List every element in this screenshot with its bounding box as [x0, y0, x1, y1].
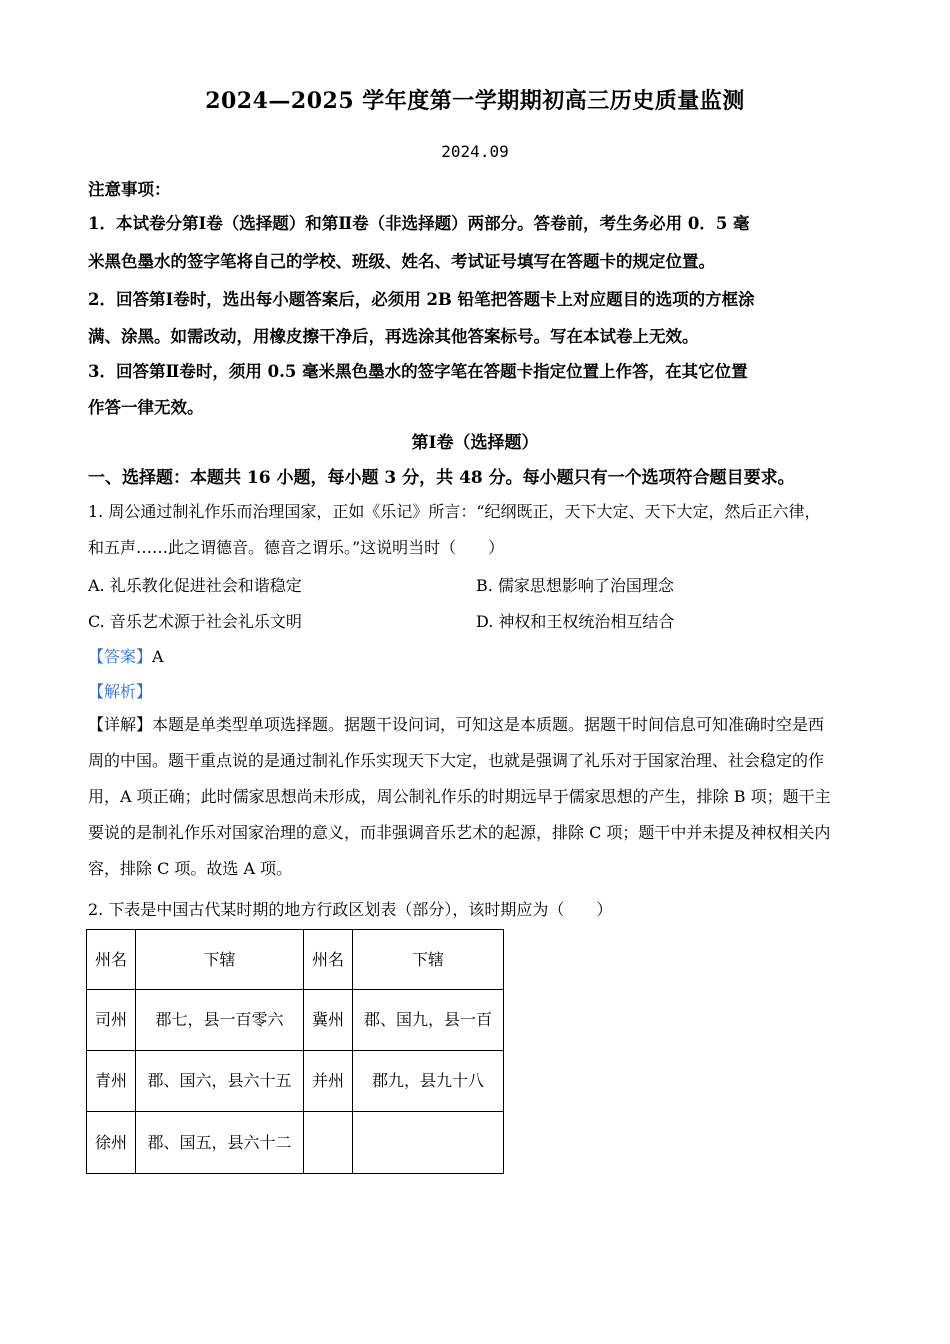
table-cell [304, 1112, 353, 1174]
question-1-detail [88, 707, 860, 887]
answer-label: 【答案】 [88, 647, 153, 666]
analysis-label: 【解析】 [88, 682, 153, 701]
table-cell: 郡、国六，县六十五 [136, 1051, 304, 1112]
table-header-cell: 下辖 [353, 930, 504, 990]
table-row [87, 990, 504, 1051]
notice-heading: 注意事项： [88, 180, 171, 199]
table-header-cell: 下辖 [136, 930, 304, 990]
notice-line: 满、涂黑。如需改动，用橡皮擦干净后，再选涂其他答案标号。写在本试卷上无效。 [88, 327, 699, 346]
table-cell: 并州 [304, 1051, 353, 1112]
option-d: D. 神权和王权统治相互结合 [476, 612, 675, 631]
table-header-cell: 州名 [304, 930, 353, 990]
stem-line: 1. 周公通过制礼作乐而治理国家，正如《乐记》所言：“纪纲既正，天下大定、天下大定，然后正六律， [88, 502, 821, 521]
detail-line: 要说的是制礼作乐对国家治理的意义，而非强调音乐艺术的起源，排除 C 项；题干中并未提及神权相关内 [88, 823, 831, 842]
notice-line: 1．本试卷分第Ⅰ卷（选择题）和第Ⅱ卷（非选择题）两部分。答卷前，考生务必用 0．5 毫 [88, 214, 750, 233]
table-cell: 司州 [87, 990, 136, 1051]
table-cell: 郡、国五，县六十二 [136, 1112, 304, 1174]
table-cell: 郡九，县九十八 [353, 1051, 504, 1112]
table-row [87, 1051, 504, 1112]
exam-title: 2024—2025 学年度第一学期期初高三历史质量监测 [205, 88, 745, 114]
table-header-row [87, 930, 504, 990]
option-a: A. 礼乐教化促进社会和谐稳定 [88, 576, 302, 595]
answer-value: A [152, 647, 164, 666]
answer-row [88, 644, 164, 667]
stem-line: 和五声……此之谓德音。德音之谓乐。”这说明当时（ ） [88, 538, 505, 557]
notice-line: 3．回答第Ⅱ卷时，须用 0.5 毫米黑色墨水的签字笔在答题卡指定位置上作答，在其它位置 [88, 362, 748, 381]
table-cell: 郡七，县一百零六 [136, 990, 304, 1051]
admin-division-table [86, 929, 504, 1174]
table-cell: 徐州 [87, 1112, 136, 1174]
table-cell: 青州 [87, 1051, 136, 1112]
option-c: C. 音乐艺术源于社会礼乐文明 [88, 612, 302, 631]
table-cell: 冀州 [304, 990, 353, 1051]
detail-line: 容，排除 C 项。故选 A 项。 [88, 859, 293, 878]
exam-date: 2024.09 [441, 142, 509, 161]
detail-line: 【详解】本题是单类型单项选择题。据题干设问词，可知这是本质题。据题干时间信息可知准确时空是西 [88, 715, 825, 734]
notice-line: 米黑色墨水的签字笔将自己的学校、班级、姓名、考试证号填写在答题卡的规定位置。 [88, 252, 715, 271]
part-heading: 一、选择题：本题共 16 小题，每小题 3 分，共 48 分。每小题只有一个选项符合题目要求。 [88, 468, 795, 488]
section-title: 第Ⅰ卷（选择题） [411, 433, 539, 453]
question-1-stem [88, 494, 860, 566]
question-2-stem: 2. 下表是中国古代某时期的地方行政区划表（部分），该时期应为（ ） [88, 900, 613, 919]
table-cell [353, 1112, 504, 1174]
table-cell: 郡、国九，县一百 [353, 990, 504, 1051]
table-row [87, 1112, 504, 1174]
detail-label: 【详解】 [88, 715, 153, 734]
option-b: B. 儒家思想影响了治国理念 [476, 576, 674, 595]
notice-line: 2．回答第Ⅰ卷时，选出每小题答案后，必须用 2B 铅笔把答题卡上对应题目的选项的方框涂 [88, 290, 755, 309]
detail-line: 用，A 项正确；此时儒家思想尚未形成，周公制礼作乐的时期远早于儒家思想的产生，排除 B 项；题干主 [88, 787, 831, 806]
notice-line: 作答一律无效。 [88, 398, 204, 417]
table-header-cell: 州名 [87, 930, 136, 990]
detail-line: 周的中国。题干重点说的是通过制礼作乐实现天下大定，也就是强调了礼乐对于国家治理、社会稳定的作 [88, 751, 825, 770]
